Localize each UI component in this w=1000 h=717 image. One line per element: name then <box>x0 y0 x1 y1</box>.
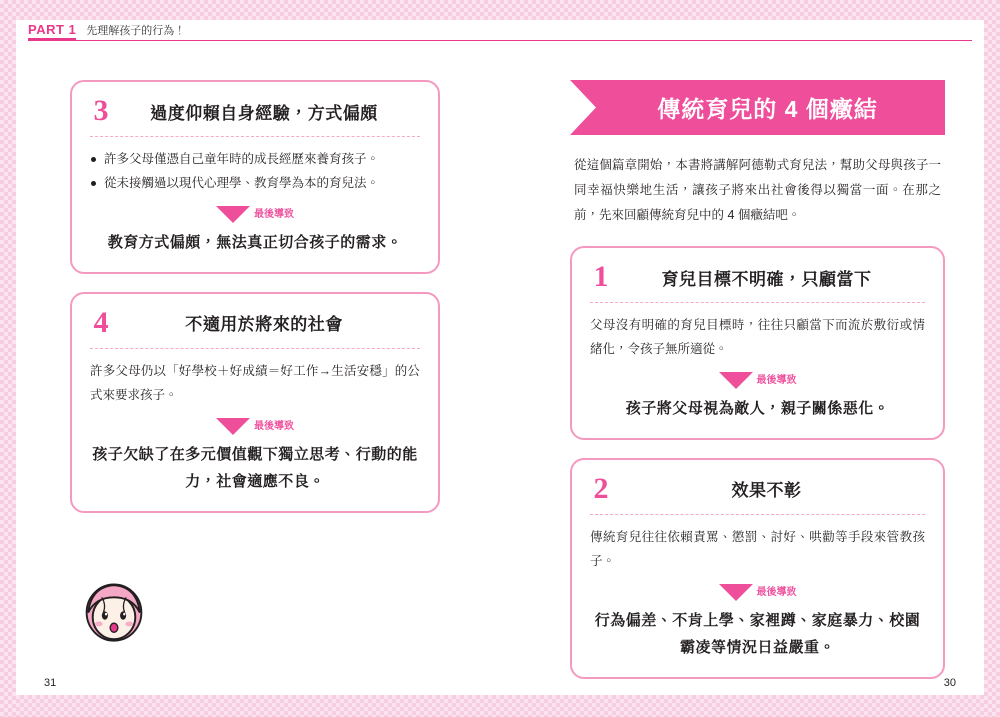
card-4-head <box>90 305 420 346</box>
decorative-checker-left <box>0 0 16 717</box>
card-3-divider <box>90 136 420 137</box>
card-1-head <box>590 262 925 300</box>
left-page-column <box>70 80 440 531</box>
card-2-head <box>590 471 925 512</box>
card-4-body: 許多父母仍以「好學校＋好成績＝好工作→生活安穩」的公式來要求孩子。 <box>90 363 420 403</box>
list-item: 許多父母僅憑自己童年時的成長經歷來養育孩子。 <box>90 147 420 171</box>
card-3-arrow-label: 最後導致 <box>254 208 294 220</box>
decorative-checker-right <box>984 0 1000 717</box>
list-item: 從未接觸過以現代心理學、教育學為本的育兒法。 <box>90 171 420 195</box>
card-1-body: 父母沒有明確的育兒目標時，往往只顧當下而流於敷衍或情緒化，令孩子無所適從。 <box>590 318 925 357</box>
card-2-body: 傳統育兒往往依賴責罵、懲罰、討好、哄勸等手段來管教孩子。 <box>590 529 925 569</box>
card-1-conclusion: 孩子將父母視為敵人，親子關係惡化。 <box>625 399 890 417</box>
card-3-arrow-row <box>90 206 420 223</box>
card-4-arrow-label: 最後導致 <box>254 420 294 432</box>
card-2-number: 2 <box>593 471 609 505</box>
card-1-arrow-label: 最後導致 <box>756 374 797 386</box>
page-title: 傳統育兒的 4 個癥結 <box>657 96 878 122</box>
card-4-divider <box>90 348 420 349</box>
card-2 <box>570 458 945 679</box>
mascot-illustration <box>76 570 152 646</box>
card-2-title: 效果不彰 <box>731 481 802 501</box>
running-head-part: PART 1 <box>28 22 76 40</box>
down-arrow-icon <box>719 372 753 389</box>
card-1-number: 1 <box>593 260 609 293</box>
card-1-divider <box>590 302 925 303</box>
section-ribbon <box>570 80 945 135</box>
card-2-arrow-label: 最後導致 <box>756 586 797 598</box>
card-3-bullets <box>90 147 420 196</box>
header-rule <box>28 40 972 41</box>
running-head-title: 先理解孩子的行為！ <box>86 25 186 37</box>
card-2-arrow-row <box>590 584 925 601</box>
card-4-title: 不適用於將來的社會 <box>185 315 343 335</box>
card-2-conclusion: 行為偏差、不肯上學、家裡蹲、家庭暴力、校園霸凌等情況日益嚴重。 <box>594 611 921 656</box>
card-4-conclusion: 孩子欠缺了在多元價值觀下獨立思考、行動的能力，社會適應不良。 <box>92 445 418 490</box>
card-1-arrow-row <box>590 372 925 389</box>
running-head <box>28 22 185 40</box>
page-number-left: 31 <box>44 677 57 689</box>
card-3-title: 過度仰賴自身經驗，方式偏頗 <box>150 103 378 123</box>
card-2-divider <box>590 514 925 515</box>
card-4-number: 4 <box>93 305 109 339</box>
card-3-conclusion: 教育方式偏頗，無法真正切合孩子的需求。 <box>107 233 403 251</box>
down-arrow-icon <box>719 584 753 601</box>
card-3 <box>70 80 440 274</box>
decorative-checker-bottom <box>0 695 1000 717</box>
decorative-checker-top <box>0 0 1000 20</box>
card-4-arrow-row <box>90 418 420 435</box>
intro-paragraph: 從這個篇章開始，本書將講解阿德勒式育兒法，幫助父母與孩子一同幸福快樂地生活，讓孩子將來出社會後得以獨當一面。在那之前，先來回顧傳統育兒中的 4 個癥結吧。 <box>574 158 941 222</box>
right-page-column <box>570 80 945 697</box>
card-3-head <box>90 96 420 134</box>
card-1-title: 育兒目標不明確，只顧當下 <box>661 269 872 289</box>
page-number-right: 30 <box>943 677 956 689</box>
card-4 <box>70 292 440 513</box>
down-arrow-icon <box>216 206 250 223</box>
card-1 <box>570 246 945 440</box>
down-arrow-icon <box>216 418 250 435</box>
card-3-number: 3 <box>93 94 109 127</box>
